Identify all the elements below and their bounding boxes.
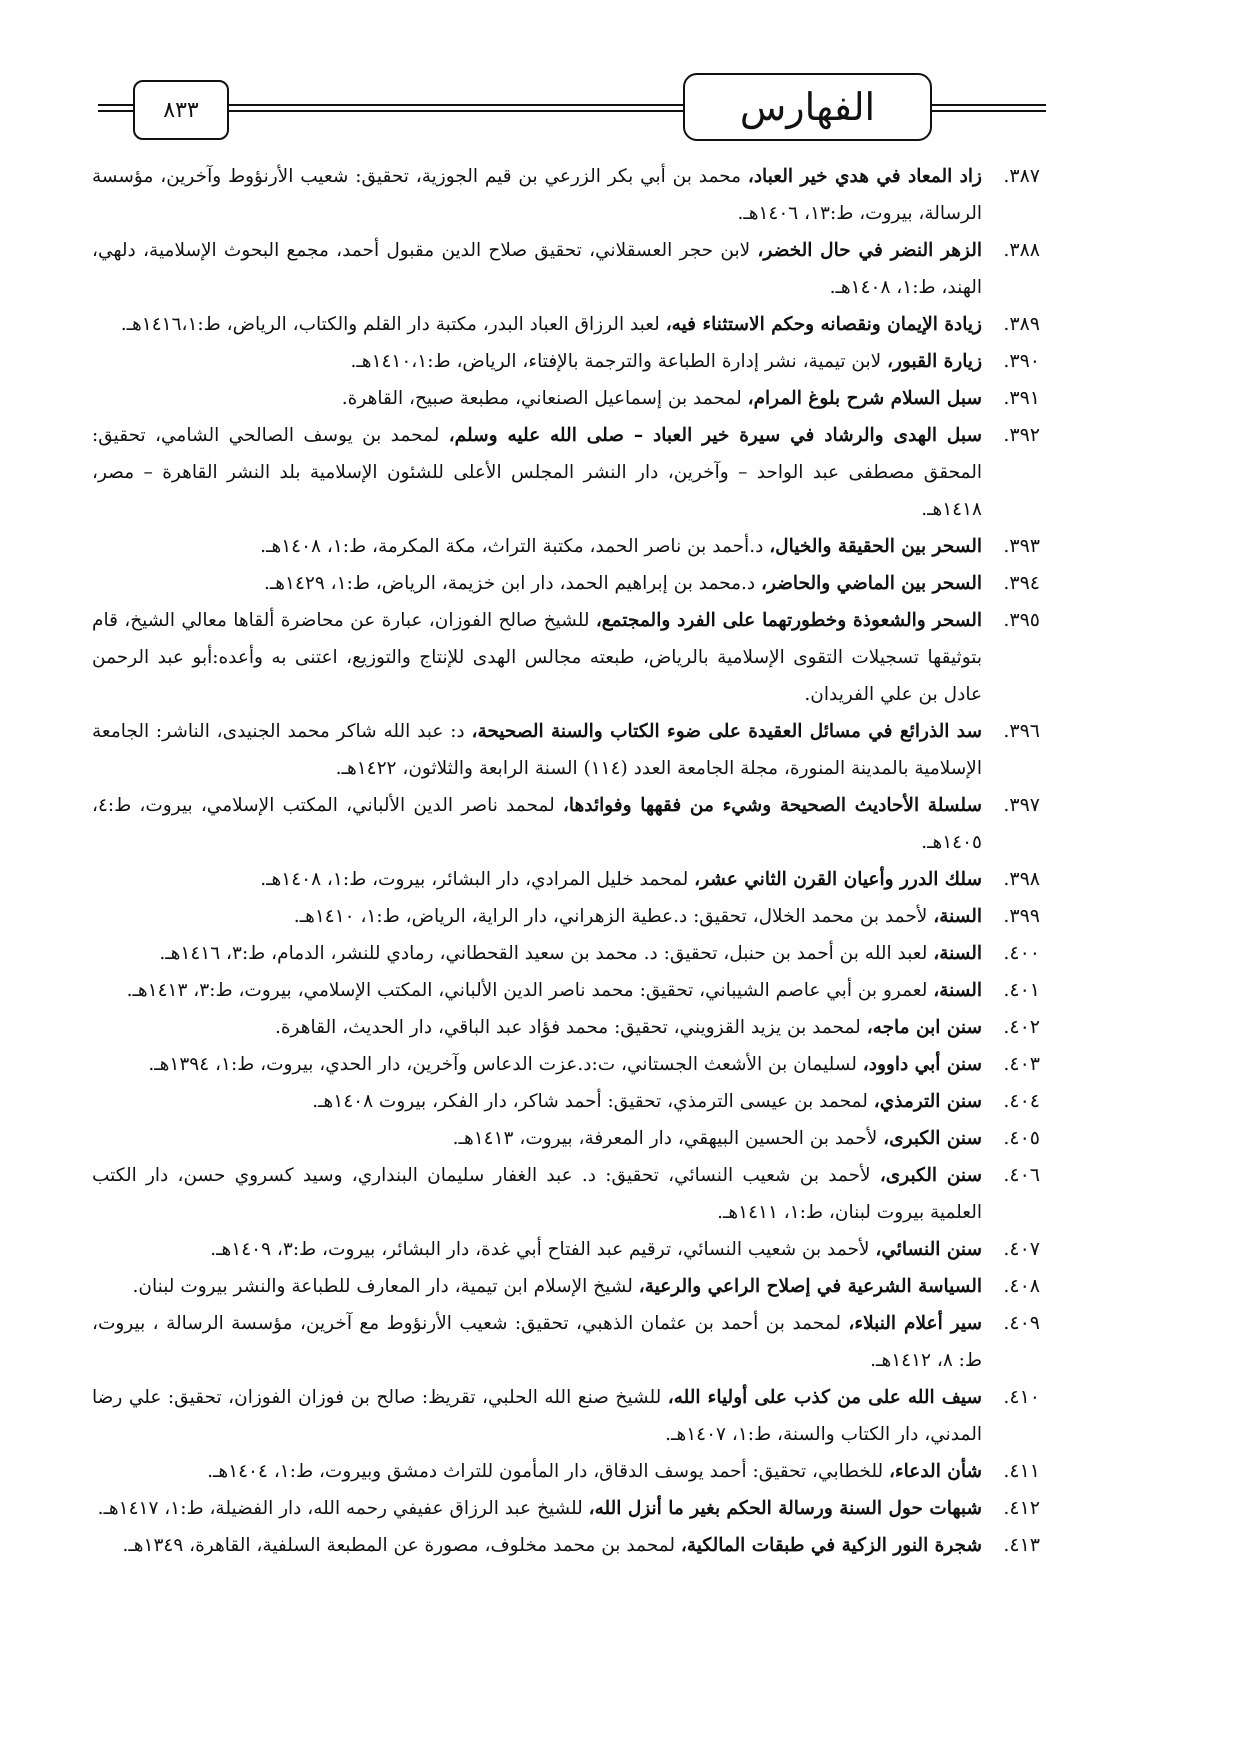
entry-title: سبل السلام شرح بلوغ المرام، [747,388,982,409]
entry-details: لمحمد بن إسماعيل الصنعاني، مطبعة صبيح، القاهرة. [341,388,748,409]
entry-title: شأن الدعاء، [889,1461,982,1482]
page-number: ٨٣٣ [163,97,199,123]
header-rule-right-bottom [928,110,1046,112]
bibliography-entry [92,1379,1040,1453]
entry-details: لسليمان بن الأشعث الجستاني، ت:د.عزت الدعاس وآخرين، دار الحدي، بيروت، ط:١، ١٣٩٤هـ. [148,1054,863,1075]
entry-title: السحر بين الحقيقة والخيال، [769,536,982,557]
bibliography-entry [92,1527,1040,1564]
entry-details: لابن تيمية، نشر إدارة الطباعة والترجمة بالإفتاء، الرياض، ط:١٤١٠،١هـ. [350,351,888,372]
entry-details: للشيخ صنع الله الحلبي، تقريظ: صالح بن فوزان الفوزان، تحقيق: علي رضا المدني، دار الكتاب والسنة، ط:١، ١٤٠٧هـ. [92,1387,982,1445]
entry-number: ٤١٣. [1003,1534,1040,1556]
entry-details: لعمرو بن أبي عاصم الشيباني، تحقيق: محمد ناصر الدين الألباني، المكتب الإسلامي، بيروت، ط:٣، ١٤١٣هـ. [126,980,934,1001]
entry-number: ٤٠٢. [1003,1016,1040,1038]
entry-number: ٣٨٩. [1003,313,1040,335]
bibliography-entry [92,417,1040,528]
header-rule-left-bottom [98,110,134,112]
entry-title: سنن الكبرى، [883,1128,982,1149]
bibliography-entry [92,935,1040,972]
entry-number: ٣٩٣. [1003,535,1040,557]
entry-number: ٤٠٣. [1003,1053,1040,1075]
entry-details: لمحمد بن أحمد بن عثمان الذهبي، تحقيق: شعيب الأرنؤوط مع آخرين، مؤسسة الرسالة ، بيروت، ط: ٨، ١٤١٢هـ. [92,1313,982,1371]
entry-details: لمحمد خليل المرادي، دار البشائر، بيروت، ط:١، ١٤٠٨هـ. [260,869,695,890]
bibliography-entry [92,1231,1040,1268]
entry-number: ٤٠٥. [1003,1127,1040,1149]
bibliography-entry [92,898,1040,935]
bibliography-list [92,158,1040,1564]
bibliography-entry [92,713,1040,787]
bibliography-entry [92,232,1040,306]
entry-title: سنن الترمذي، [873,1091,982,1112]
entry-title: الزهر النضر في حال الخضر، [757,240,982,261]
entry-details: لأحمد بن شعيب النسائي، تحقيق: د. عبد الغفار سليمان البنداري، وسيد كسروي حسن، دار الكتب العلمية بيروت لبنان، ط:١، ١٤١١هـ. [92,1165,982,1223]
entry-number: ٣٩٤. [1003,572,1040,594]
entry-details: لابن حجر العسقلاني، تحقيق صلاح الدين مقبول أحمد، مجمع البحوث الإسلامية، دلهي، الهند، ط:١، ١٤٠٨هـ. [92,240,982,298]
entry-number: ٣٨٨. [1003,239,1040,261]
entry-title: سد الذرائع في مسائل العقيدة على ضوء الكتاب والسنة الصحيحة، [471,721,982,742]
section-title: الفهارس [739,85,876,129]
entry-title: سنن أبي داوود، [862,1054,982,1075]
entry-details: لعبد الرزاق العباد البدر، مكتبة دار القلم والكتاب، الرياض، ط:١٤١٦،١هـ. [120,314,666,335]
entry-details: لأحمد بن محمد الخلال، تحقيق: د.عطية الزهراني، دار الراية، الرياض، ط:١، ١٤١٠هـ. [293,906,934,927]
bibliography-entry [92,1046,1040,1083]
entry-details: لمحمد بن عيسى الترمذي، تحقيق: أحمد شاكر، دار الفكر، بيروت ١٤٠٨هـ. [312,1091,874,1112]
header-rule-middle-top [225,104,683,106]
entry-number: ٤٠٧. [1003,1238,1040,1260]
bibliography-entry [92,158,1040,232]
header-rule-left-top [98,104,134,106]
header-rule-right-top [928,104,1046,106]
entry-details: د.أحمد بن ناصر الحمد، مكتبة التراث، مكة المكرمة، ط:١، ١٤٠٨هـ. [260,536,770,557]
entry-details: د.محمد بن إبراهيم الحمد، دار ابن خزيمة، الرياض، ط:١، ١٤٢٩هـ. [263,573,762,594]
entry-details: للشيخ عبد الرزاق عفيفي رحمه الله، دار الفضيلة، ط:١، ١٤١٧هـ. [97,1498,589,1519]
entry-number: ٣٩٥. [1003,609,1040,631]
entry-number: ٣٩٠. [1003,350,1040,372]
bibliography-entry [92,1120,1040,1157]
bibliography-entry [92,380,1040,417]
entry-number: ٣٨٧. [1003,165,1040,187]
bibliography-entry [92,861,1040,898]
entry-details: لمحمد بن محمد مخلوف، مصورة عن المطبعة السلفية، القاهرة، ١٣٤٩هـ. [122,1535,681,1556]
entry-number: ٤٠٤. [1003,1090,1040,1112]
entry-number: ٣٩٩. [1003,905,1040,927]
entry-title: زاد المعاد في هدي خير العباد، [747,166,982,187]
bibliography-entry [92,787,1040,861]
entry-title: سلك الدرر وأعيان القرن الثاني عشر، [694,869,982,890]
entry-details: لمحمد ناصر الدين الألباني، المكتب الإسلامي، بيروت، ط:٤، ١٤٠٥هـ. [92,795,982,853]
entry-title: سلسلة الأحاديث الصحيحة وشيء من فقهها وفوائدها، [562,795,982,816]
entry-details: لمحمد بن يوسف الصالحي الشامي، تحقيق: المحقق مصطفى عبد الواحد – وآخرين، دار النشر المجلس الأعلى للشئون الإسلامية بلد النشر القاهرة – مصر، ١٤١٨هـ. [92,425,982,520]
bibliography-entry [92,972,1040,1009]
entry-title: السحر والشعوذة وخطورتهما على الفرد والمجتمع، [595,610,982,631]
entry-details: لشيخ الإسلام ابن تيمية، دار المعارف للطباعة والنشر بيروت لبنان. [132,1276,639,1297]
bibliography-entry [92,1083,1040,1120]
entry-title: السياسة الشرعية في إصلاح الراعي والرعية، [638,1276,982,1297]
entry-title: السنة، [933,980,982,1001]
entry-title: شبهات حول السنة ورسالة الحكم بغير ما أنزل الله، [588,1498,982,1519]
entry-details: د: عبد الله شاكر محمد الجنيدى، الناشر: الجامعة الإسلامية بالمدينة المنورة، مجلة الجامعة العدد (١١٤) السنة الرابعة والثلاثون، ١٤٢٢هـ. [92,721,982,779]
bibliography-entry [92,565,1040,602]
bibliography-entry [92,602,1040,713]
entry-number: ٤٠٠. [1003,942,1040,964]
entry-title: سنن النسائي، [875,1239,982,1260]
bibliography-entry [92,1453,1040,1490]
entry-details: لأحمد بن شعيب النسائي، ترقيم عبد الفتاح أبي غدة، دار البشائر، بيروت، ط:٣، ١٤٠٩هـ. [210,1239,876,1260]
entry-title: زيارة القبور، [887,351,982,372]
entry-title: السنة، [933,906,982,927]
entry-number: ٤٠٩. [1003,1312,1040,1334]
entry-details: لمحمد بن يزيد القزويني، تحقيق: محمد فؤاد عبد الباقي، دار الحديث، القاهرة. [274,1017,867,1038]
entry-details: للخطابي، تحقيق: أحمد يوسف الدقاق، دار المأمون للتراث دمشق وبيروت، ط:١، ١٤٠٤هـ. [207,1461,889,1482]
entry-number: ٣٩٢. [1003,424,1040,446]
entry-number: ٤١١. [1003,1460,1040,1482]
bibliography-entry [92,528,1040,565]
entry-title: سير أعلام النبلاء، [848,1313,982,1334]
entry-details: لعبد الله بن أحمد بن حنبل، تحقيق: د. محمد بن سعيد القحطاني، رمادي للنشر، الدمام، ط:٣، ١٤١٦هـ. [159,943,934,964]
bibliography-entry [92,1009,1040,1046]
entry-number: ٣٩٦. [1003,720,1040,742]
header-rule-middle-bottom [225,110,683,112]
entry-title: السحر بين الماضي والحاضر، [761,573,982,594]
page-number-box [133,80,229,140]
entry-number: ٤١٢. [1003,1497,1040,1519]
entry-title: سنن ابن ماجه، [866,1017,982,1038]
entry-title: زيادة الإيمان ونقصانه وحكم الاستثناء فيه، [665,314,982,335]
entry-number: ٤٠٦. [1003,1164,1040,1186]
entry-title: السنة، [933,943,982,964]
entry-details: لأحمد بن الحسين البيهقي، دار المعرفة، بيروت، ١٤١٣هـ. [452,1128,884,1149]
bibliography-entry [92,1490,1040,1527]
bibliography-entry [92,1268,1040,1305]
entry-title: سنن الكبرى، [879,1165,982,1186]
entry-title: سبل الهدى والرشاد في سيرة خير العباد – صلى الله عليه وسلم، [448,425,982,446]
entry-number: ٣٩١. [1003,387,1040,409]
entry-number: ٤٠٨. [1003,1275,1040,1297]
entry-number: ٣٩٧. [1003,794,1040,816]
entry-number: ٤١٠. [1003,1386,1040,1408]
bibliography-entry [92,343,1040,380]
entry-details: للشيخ صالح الفوزان، عبارة عن محاضرة ألقاها معالي الشيخ، قام بتوثيقها تسجيلات التقوى الإسلامية بالرياض، طبعته مجالس الهدى للإنتاج والتوزيع، اعتنى به وأعده:أبو عبد الرحمن عادل بن علي الفريدان. [92,610,982,705]
entry-number: ٣٩٨. [1003,868,1040,890]
entry-details: محمد بن أبي بكر الزرعي بن قيم الجوزية، تحقيق: شعيب الأرنؤوط وآخرين، مؤسسة الرسالة، بيروت، ط:١٣، ١٤٠٦هـ. [92,166,982,224]
bibliography-entry [92,1305,1040,1379]
entry-title: شجرة النور الزكية في طبقات المالكية، [680,1535,982,1556]
bibliography-entry [92,306,1040,343]
bibliography-entry [92,1157,1040,1231]
entry-title: سيف الله على من كذب على أولياء الله، [667,1387,982,1408]
section-title-box [683,73,932,141]
entry-number: ٤٠١. [1003,979,1040,1001]
